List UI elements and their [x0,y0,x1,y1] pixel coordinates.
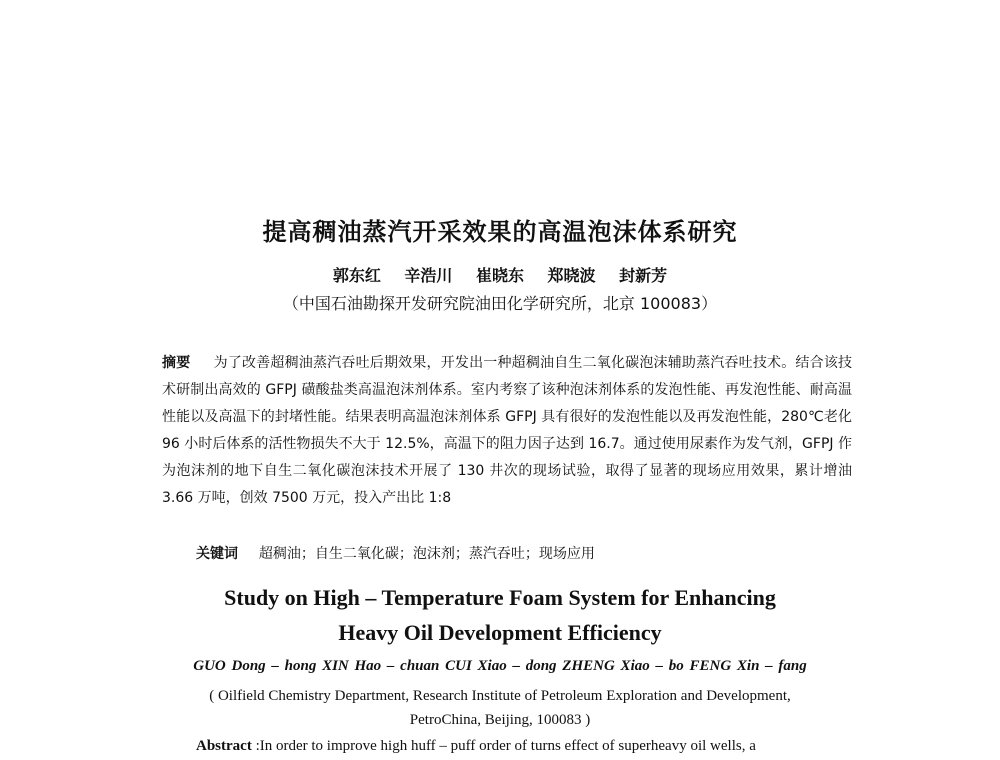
affiliation-en-line2: PetroChina, Beijing, 100083 ) [409,712,591,728]
abstract-en [196,738,756,755]
author-list-en: GUO Dong – hong XIN Hao – chuan CUI Xiao – dong ZHENG Xiao – bo FENG Xin – fang [193,658,807,674]
keywords-text-cn: 超稠油；自生二氧化碳；泡沫剂；蒸汽吞吐；现场应用 [258,546,595,562]
abstract-text-cn: 为了改善超稠油蒸汽吞吐后期效果，开发出一种超稠油自生二氧化碳泡沫辅助蒸汽吞吐技术。结合该技术研制出高效的 GFPJ 磺酸盐类高温泡沫剂体系。室内考察了该种泡沫剂体系的发泡性能、再发泡性能、耐高温性能以及高温下的封堵性能。结果表明高温泡沫剂体系 GFPJ 具有很好的发泡性能以及再发泡性能，280℃老化96 小时后体系的活性物损失不大于 12.5%，高温下的阻力因子达到 16.7。通过使用尿素作为发气剂，GFPJ 作为泡沫剂的地下自生二氧化碳泡沫技术开展了 130 井次的现场试验，取得了显著的现场应用效果，累计增油 3.66 万吨，创效 7500 万元，投入产出比 1:8 [162,355,853,506]
paper-title-en-line1: Study on High – Temperature Foam System for Enhancing [224,585,776,610]
abstract-label-cn: 摘要 [162,355,191,371]
paper-title-cn: 提高稠油蒸汽开采效果的高温泡沫体系研究 [262,218,738,246]
affiliation-cn: （中国石油勘探开发研究院油田化学研究所，北京 100083） [282,294,718,313]
author-list-cn: 郭东红 辛浩川 崔晓东 郑晓波 封新芳 [332,266,668,285]
keywords-cn [196,543,595,563]
abstract-text-en: :In order to improve high huff – puff order of turns effect of superheavy oil wells, a [255,738,756,754]
keywords-label-cn: 关键词 [196,546,238,562]
abstract-cn [162,350,852,512]
abstract-label-en: Abstract [196,738,252,754]
paper-title-en-line2: Heavy Oil Development Efficiency [338,620,662,645]
affiliation-en-line1: ( Oilfield Chemistry Department, Research Institute of Petroleum Exploration and Development, [209,688,791,704]
